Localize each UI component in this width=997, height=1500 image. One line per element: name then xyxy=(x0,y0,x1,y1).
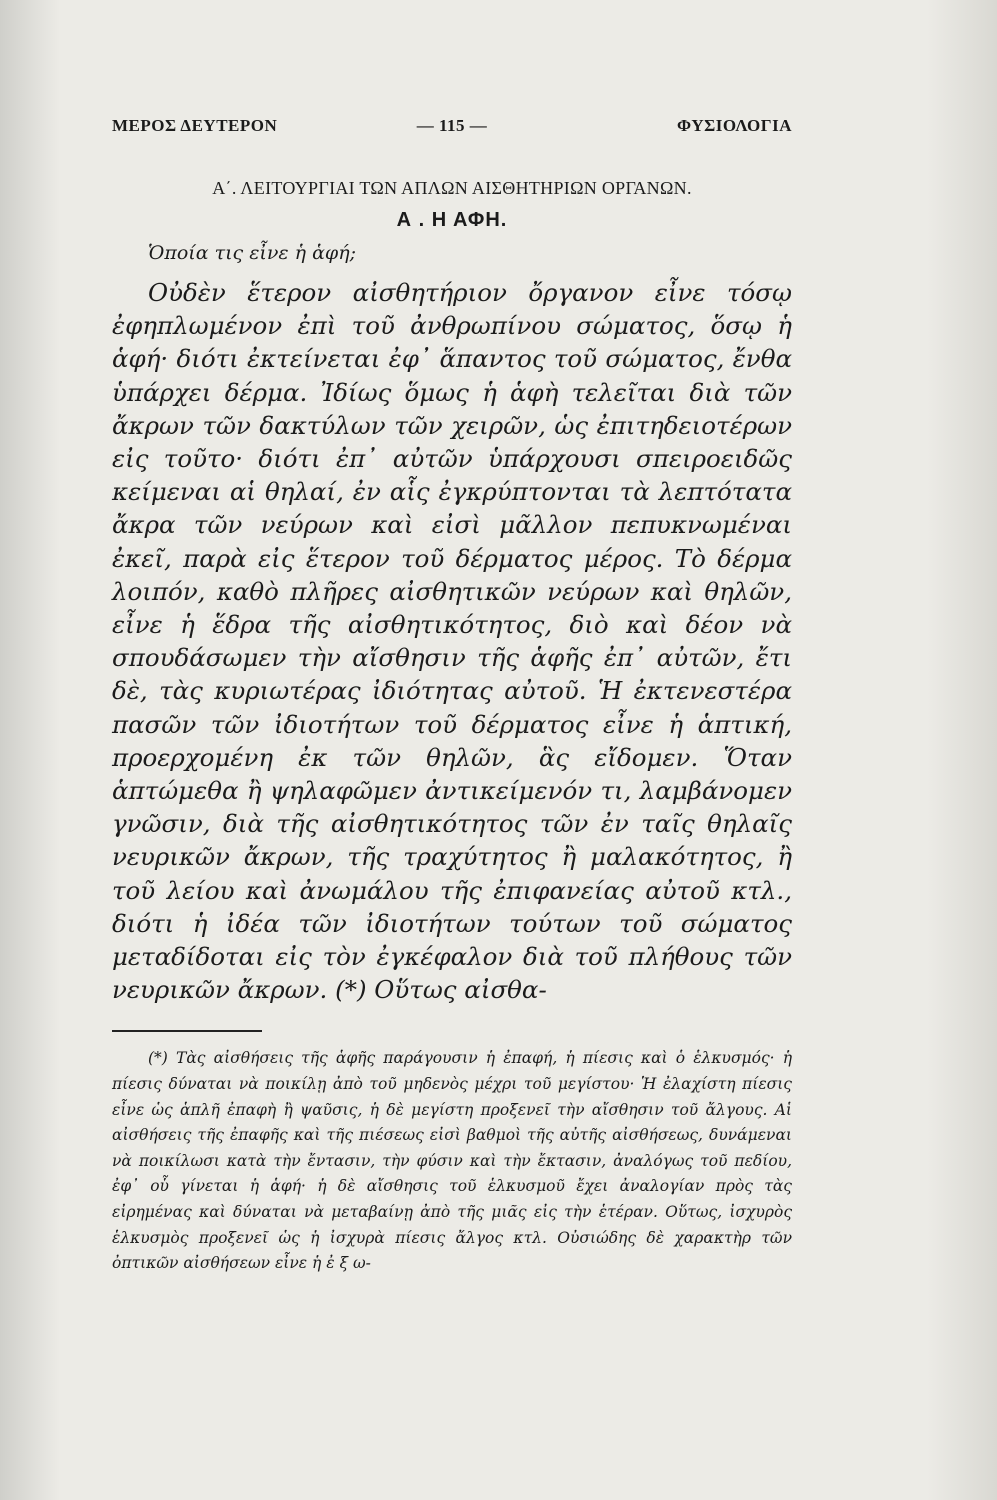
chapter-heading: Α΄. ΛΕΙΤΟΥΡΓΙΑΙ ΤΩΝ ΑΠΛΩΝ ΑΙΣΘΗΤΗΡΙΩΝ ΟΡΓΑΝΩΝ. xyxy=(212,178,692,198)
footnote-rule xyxy=(112,1030,262,1032)
page-number: — 115 — xyxy=(416,116,488,135)
footnote xyxy=(112,1046,792,1276)
running-head-subject: ΦΥΣΙΟΛΟΓΙΑ xyxy=(677,116,792,135)
page-content xyxy=(112,116,792,1277)
footnote-text: (*) Τὰς αἰσθήσεις τῆς ἁφῆς παράγουσιν ἡ ἐπαφή, ἡ πίεσις καὶ ὁ ἑλκυσμός· ἡ πίεσις δύναται νὰ ποικίλῃ ἀπὸ τοῦ μηδενὸς μέχρι τοῦ μεγίστου· Ἡ ἐλαχίστη πίεσις εἶνε ὡς ἁπλῆ ἐπαφὴ ἢ ψαῦσις, ἡ δὲ μεγίστη προξενεῖ τὴν αἴσθησιν τοῦ ἄλγους. Αἱ αἰσθήσεις τῆς ἐπαφῆς καὶ τῆς πιέσεως εἰσὶ βαθμοὶ τῆς αὐτῆς αἰσθήσεως, δυνάμεναι νὰ ποικίλωσι κατὰ τὴν ἔντασιν, τὴν φύσιν καὶ τὴν ἔκτασιν, ἀναλόγως τοῦ πεδίου, ἐφ᾽ οὗ γίνεται ἡ ἁφή· ἡ δὲ αἴσθησις τοῦ ἑλκυσμοῦ ἔχει ἀναλογίαν πρὸς τὰς εἰρημένας καὶ δύναται νὰ μεταβαίνῃ ἀπὸ τῆς μιᾶς εἰς τὴν ἑτέραν. Οὕτως, ἰσχυρὸς ἑλκυσμὸς προξενεῖ ὡς ἡ ἰσχυρὰ πίεσις ἄλγος κτλ. Οὐσιώδης δὲ χαρακτὴρ τῶν ὀπτικῶν αἰσθήσεων εἶνε ἡ ἐ ξ ω- xyxy=(112,1049,792,1273)
running-head xyxy=(112,116,792,156)
body-paragraph xyxy=(112,276,792,1006)
section-heading: Α . Η ΑΦΗ. xyxy=(396,209,508,231)
question-line: Ὁποία τις εἶνε ἡ ἁφή; xyxy=(148,242,356,264)
body-paragraph-text: Οὐδὲν ἕτερον αἰσθητήριον ὄργανον εἶνε τόσῳ ἐφηπλωμένον ἐπὶ τοῦ ἀνθρωπίνου σώματος, ὅσῳ ἡ ἁφή· διότι ἐκτείνεται ἐφ᾽ ἅπαντος τοῦ σώματος, ἔνθα ὑπάρχει δέρμα. Ἰδίως ὅμως ἡ ἁφὴ τελεῖται διὰ τῶν ἄκρων τῶν δακτύλων τῶν χειρῶν, ὡς ἐπιτηδειοτέρων εἰς τοῦτο· διότι ἐπ᾽ αὐτῶν ὑπάρχουσι σπειροειδῶς κείμεναι αἱ θηλαί, ἐν αἷς ἐγκρύπτονται τὰ λεπτότατα ἄκρα τῶν νεύρων καὶ εἰσὶ μᾶλλον πεπυκνωμέναι ἐκεῖ, παρὰ εἰς ἕτερον τοῦ δέρματος μέρος. Τὸ δέρμα λοιπόν, καθὸ πλῆρες αἰσθητικῶν νεύρων καὶ θηλῶν, εἶνε ἡ ἕδρα τῆς αἰσθητικότητος, διὸ καὶ δέον νὰ σπουδάσωμεν τὴν αἴσθησιν τῆς ἁφῆς ἐπ᾽ αὐτῶν, ἔτι δὲ, τὰς κυριωτέρας ἰδιότητας αὐτοῦ. Ἡ ἐκτενεστέρα πασῶν τῶν ἰδιοτήτων τοῦ δέρματος εἶνε ἡ ἁπτική, προερχομένη ἐκ τῶν θηλῶν, ἃς εἴδομεν. Ὅταν ἁπτώμεθα ἢ ψηλαφῶμεν ἀντικείμενόν τι, λαμβάνομεν γνῶσιν, διὰ τῆς αἰσθητικότητος τῶν ἐν ταῖς θηλαῖς νευρικῶν ἄκρων, τῆς τραχύτητος ἢ μαλακότητος, ἢ τοῦ λείου καὶ ἀνωμάλου τῆς ἐπιφανείας αὐτοῦ κτλ., διότι ἡ ἰδέα τῶν ἰδιοτήτων τούτων τοῦ σώματος μεταδίδοται εἰς τὸν ἐγκέφαλον διὰ τοῦ πλήθους τῶν νευρικῶν ἄκρων. (*) Οὕτως αἰσθα- xyxy=(112,278,792,1005)
page-edge-shadow-left xyxy=(0,0,60,1500)
page-edge-shadow-right xyxy=(927,0,997,1500)
running-head-part: ΜΕΡΟΣ ΔΕΥΤΕΡΟΝ xyxy=(112,116,278,135)
